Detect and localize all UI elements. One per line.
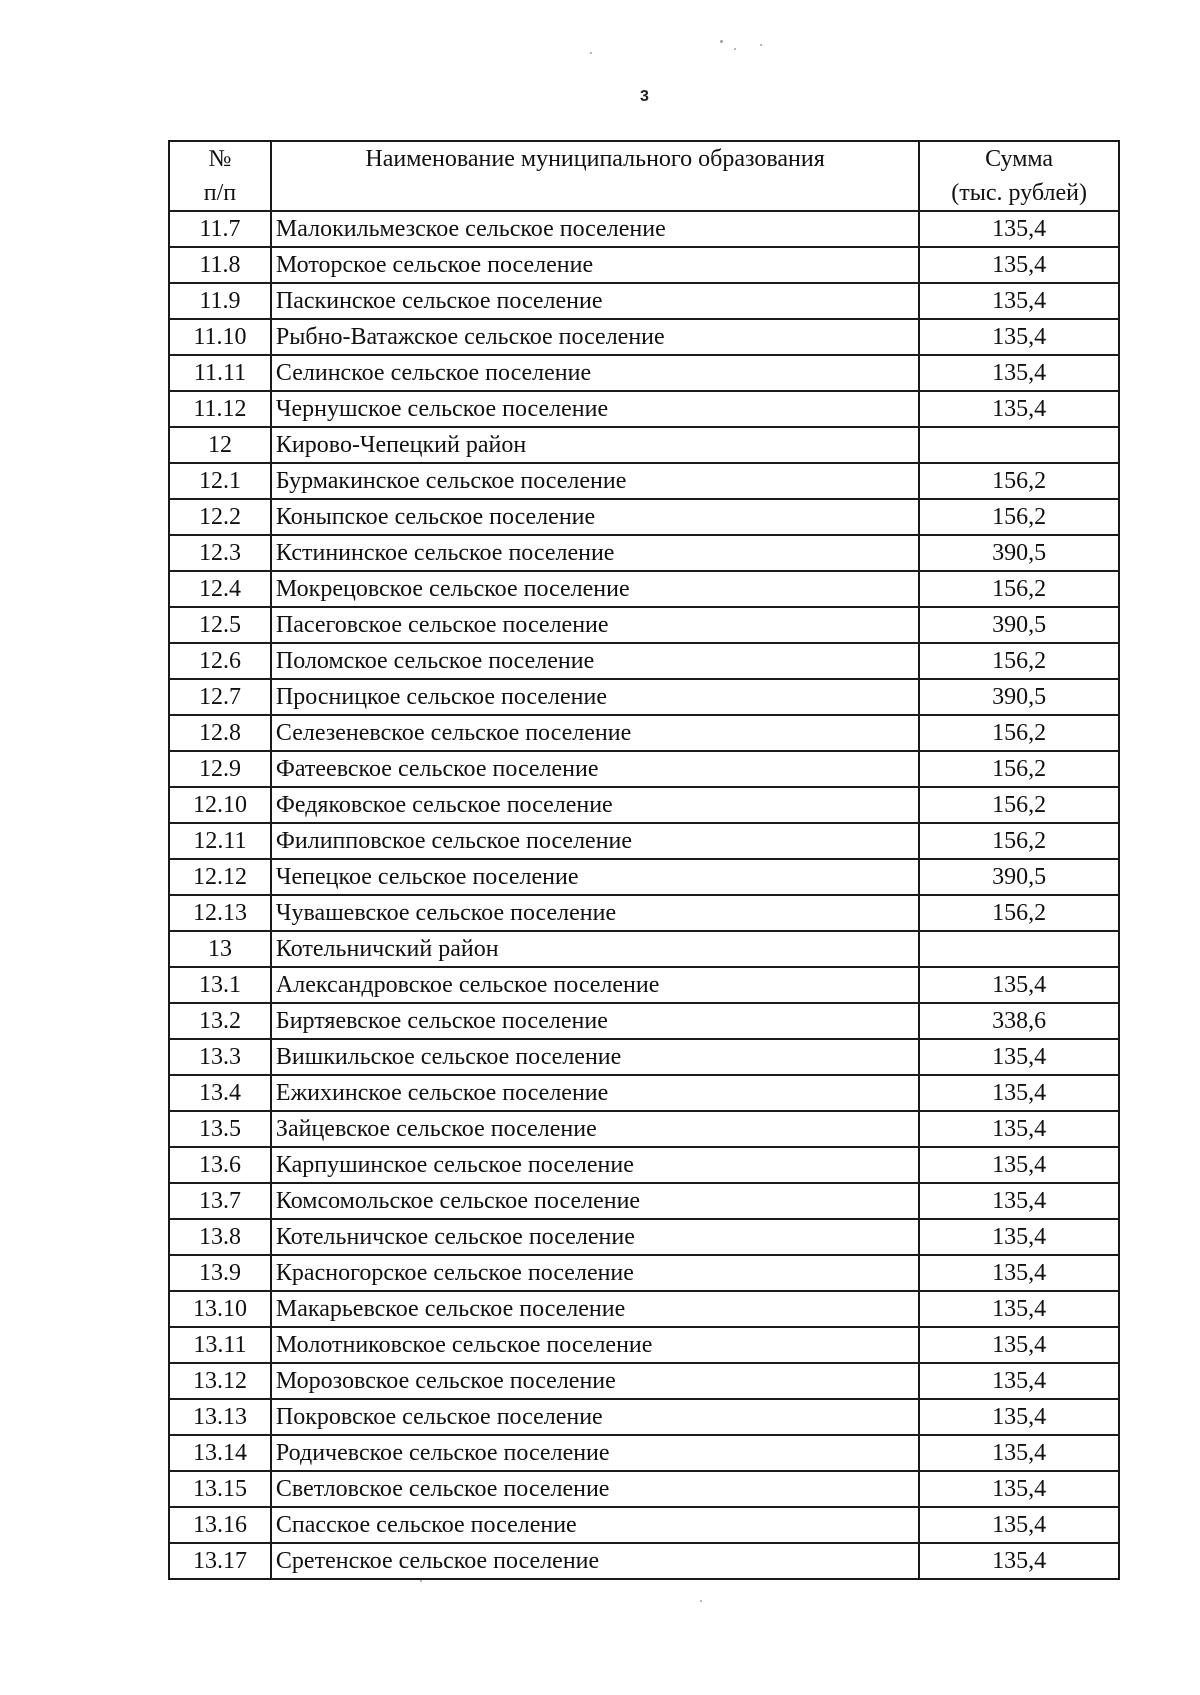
row-number: 12.8 bbox=[169, 715, 271, 751]
table-row bbox=[169, 787, 1119, 823]
header-num-line2: п/п bbox=[203, 180, 237, 206]
table-row bbox=[169, 607, 1119, 643]
row-sum: 156,2 bbox=[919, 499, 1119, 535]
row-number: 13.3 bbox=[169, 1039, 271, 1075]
table-header-row bbox=[169, 141, 1119, 211]
table-body bbox=[169, 211, 1119, 1579]
table-row bbox=[169, 823, 1119, 859]
row-sum: 135,4 bbox=[919, 355, 1119, 391]
scan-speck bbox=[734, 48, 736, 50]
row-name: Зайцевское сельское поселение bbox=[271, 1111, 919, 1147]
row-sum: 390,5 bbox=[919, 535, 1119, 571]
row-number: 12.3 bbox=[169, 535, 271, 571]
table-row bbox=[169, 1255, 1119, 1291]
row-name: Селезеневское сельское поселение bbox=[271, 715, 919, 751]
row-name: Макарьевское сельское поселение bbox=[271, 1291, 919, 1327]
table-row bbox=[169, 1399, 1119, 1435]
row-name: Чепецкое сельское поселение bbox=[271, 859, 919, 895]
row-name: Фатеевское сельское поселение bbox=[271, 751, 919, 787]
table-row bbox=[169, 1363, 1119, 1399]
table-row bbox=[169, 967, 1119, 1003]
row-name: Спасское сельское поселение bbox=[271, 1507, 919, 1543]
row-number: 12.2 bbox=[169, 499, 271, 535]
row-number: 12 bbox=[169, 427, 271, 463]
row-number: 13.7 bbox=[169, 1183, 271, 1219]
table-row bbox=[169, 1507, 1119, 1543]
row-number: 13.16 bbox=[169, 1507, 271, 1543]
row-number: 13.4 bbox=[169, 1075, 271, 1111]
row-number: 13.14 bbox=[169, 1435, 271, 1471]
row-number: 13.10 bbox=[169, 1291, 271, 1327]
row-name: Александровское сельское поселение bbox=[271, 967, 919, 1003]
row-number: 13.12 bbox=[169, 1363, 271, 1399]
row-sum: 135,4 bbox=[919, 1435, 1119, 1471]
row-name: Федяковское сельское поселение bbox=[271, 787, 919, 823]
municipal-sum-table bbox=[168, 140, 1120, 1580]
table-row bbox=[169, 1075, 1119, 1111]
row-sum: 338,6 bbox=[919, 1003, 1119, 1039]
row-name: Комсомольское сельское поселение bbox=[271, 1183, 919, 1219]
row-sum: 156,2 bbox=[919, 571, 1119, 607]
row-sum: 135,4 bbox=[919, 967, 1119, 1003]
row-number: 12.12 bbox=[169, 859, 271, 895]
table-row bbox=[169, 1147, 1119, 1183]
table-row bbox=[169, 1039, 1119, 1075]
row-sum: 135,4 bbox=[919, 1327, 1119, 1363]
row-number: 11.8 bbox=[169, 247, 271, 283]
row-sum: 135,4 bbox=[919, 319, 1119, 355]
row-number: 11.9 bbox=[169, 283, 271, 319]
row-sum: 390,5 bbox=[919, 859, 1119, 895]
row-sum: 135,4 bbox=[919, 247, 1119, 283]
table-row bbox=[169, 643, 1119, 679]
row-name: Карпушинское сельское поселение bbox=[271, 1147, 919, 1183]
row-number: 13.15 bbox=[169, 1471, 271, 1507]
row-number: 13.6 bbox=[169, 1147, 271, 1183]
row-number: 12.4 bbox=[169, 571, 271, 607]
row-number: 11.10 bbox=[169, 319, 271, 355]
row-number: 13 bbox=[169, 931, 271, 967]
table-row bbox=[169, 499, 1119, 535]
row-sum: 135,4 bbox=[919, 1399, 1119, 1435]
table-row bbox=[169, 211, 1119, 247]
row-sum: 135,4 bbox=[919, 1471, 1119, 1507]
row-name: Рыбно-Ватажское сельское поселение bbox=[271, 319, 919, 355]
table-row bbox=[169, 1543, 1119, 1579]
row-sum: 390,5 bbox=[919, 679, 1119, 715]
row-sum bbox=[919, 427, 1119, 463]
row-name: Просницкое сельское поселение bbox=[271, 679, 919, 715]
row-name: Бурмакинское сельское поселение bbox=[271, 463, 919, 499]
scan-speck bbox=[420, 1580, 422, 1582]
table-row bbox=[169, 1435, 1119, 1471]
header-sum-line1: Сумма bbox=[985, 146, 1054, 172]
row-name: Чувашевское сельское поселение bbox=[271, 895, 919, 931]
table-row bbox=[169, 427, 1119, 463]
table-row bbox=[169, 391, 1119, 427]
row-name: Биртяевское сельское поселение bbox=[271, 1003, 919, 1039]
row-name: Кстининское сельское поселение bbox=[271, 535, 919, 571]
row-number: 11.7 bbox=[169, 211, 271, 247]
row-number: 12.7 bbox=[169, 679, 271, 715]
row-sum: 135,4 bbox=[919, 211, 1119, 247]
table-row bbox=[169, 1327, 1119, 1363]
row-number: 13.9 bbox=[169, 1255, 271, 1291]
row-number: 13.8 bbox=[169, 1219, 271, 1255]
row-sum: 156,2 bbox=[919, 787, 1119, 823]
scan-speck bbox=[720, 40, 723, 43]
header-name bbox=[271, 141, 919, 211]
row-name: Кирово-Чепецкий район bbox=[271, 427, 919, 463]
table-row bbox=[169, 463, 1119, 499]
scan-speck bbox=[700, 1600, 702, 1602]
table-row bbox=[169, 319, 1119, 355]
row-name: Вишкильское сельское поселение bbox=[271, 1039, 919, 1075]
table-row bbox=[169, 355, 1119, 391]
row-number: 13.5 bbox=[169, 1111, 271, 1147]
table-row bbox=[169, 931, 1119, 967]
table-row bbox=[169, 751, 1119, 787]
row-sum: 156,2 bbox=[919, 895, 1119, 931]
table-row bbox=[169, 859, 1119, 895]
row-name: Пасеговское сельское поселение bbox=[271, 607, 919, 643]
row-name: Чернушское сельское поселение bbox=[271, 391, 919, 427]
row-sum bbox=[919, 931, 1119, 967]
row-number: 12.5 bbox=[169, 607, 271, 643]
row-sum: 135,4 bbox=[919, 1255, 1119, 1291]
row-name: Светловское сельское поселение bbox=[271, 1471, 919, 1507]
row-sum: 135,4 bbox=[919, 1111, 1119, 1147]
row-name: Родичевское сельское поселение bbox=[271, 1435, 919, 1471]
row-name: Паскинское сельское поселение bbox=[271, 283, 919, 319]
row-name: Сретенское сельское поселение bbox=[271, 1543, 919, 1579]
row-name: Котельничский район bbox=[271, 931, 919, 967]
header-num-line1: № bbox=[208, 146, 232, 172]
row-name: Морозовское сельское поселение bbox=[271, 1363, 919, 1399]
row-number: 13.17 bbox=[169, 1543, 271, 1579]
table-row bbox=[169, 1471, 1119, 1507]
table-row bbox=[169, 1183, 1119, 1219]
table-row bbox=[169, 571, 1119, 607]
row-name: Ежихинское сельское поселение bbox=[271, 1075, 919, 1111]
row-number: 13.1 bbox=[169, 967, 271, 1003]
row-sum: 135,4 bbox=[919, 1543, 1119, 1579]
row-name: Красногорское сельское поселение bbox=[271, 1255, 919, 1291]
row-sum: 135,4 bbox=[919, 391, 1119, 427]
table-row bbox=[169, 679, 1119, 715]
table-row bbox=[169, 1219, 1119, 1255]
row-name: Покровское сельское поселение bbox=[271, 1399, 919, 1435]
row-number: 13.13 bbox=[169, 1399, 271, 1435]
scan-speck bbox=[760, 44, 762, 46]
row-number: 12.1 bbox=[169, 463, 271, 499]
row-number: 11.11 bbox=[169, 355, 271, 391]
table-row bbox=[169, 283, 1119, 319]
table-row bbox=[169, 1291, 1119, 1327]
row-name: Коныпское сельское поселение bbox=[271, 499, 919, 535]
table-row bbox=[169, 715, 1119, 751]
row-sum: 135,4 bbox=[919, 1363, 1119, 1399]
header-num bbox=[169, 141, 271, 211]
table-row bbox=[169, 1111, 1119, 1147]
row-sum: 135,4 bbox=[919, 1147, 1119, 1183]
row-number: 13.2 bbox=[169, 1003, 271, 1039]
row-sum: 156,2 bbox=[919, 715, 1119, 751]
scan-speck bbox=[590, 52, 592, 54]
row-number: 11.12 bbox=[169, 391, 271, 427]
table-row bbox=[169, 535, 1119, 571]
row-name: Селинское сельское поселение bbox=[271, 355, 919, 391]
row-number: 12.9 bbox=[169, 751, 271, 787]
header-name-text: Наименование муниципального образования bbox=[365, 146, 825, 172]
table-row bbox=[169, 1003, 1119, 1039]
table-row bbox=[169, 895, 1119, 931]
row-number: 13.11 bbox=[169, 1327, 271, 1363]
row-sum: 135,4 bbox=[919, 1075, 1119, 1111]
row-number: 12.11 bbox=[169, 823, 271, 859]
row-name: Моторское сельское поселение bbox=[271, 247, 919, 283]
row-sum: 135,4 bbox=[919, 1039, 1119, 1075]
row-name: Поломское сельское поселение bbox=[271, 643, 919, 679]
row-sum: 135,4 bbox=[919, 1291, 1119, 1327]
row-number: 12.10 bbox=[169, 787, 271, 823]
row-name: Мокрецовское сельское поселение bbox=[271, 571, 919, 607]
row-number: 12.6 bbox=[169, 643, 271, 679]
row-sum: 135,4 bbox=[919, 1219, 1119, 1255]
row-sum: 135,4 bbox=[919, 283, 1119, 319]
row-sum: 156,2 bbox=[919, 463, 1119, 499]
row-number: 12.13 bbox=[169, 895, 271, 931]
page-number: 3 bbox=[640, 88, 649, 105]
row-sum: 135,4 bbox=[919, 1183, 1119, 1219]
row-name: Малокильмезское сельское поселение bbox=[271, 211, 919, 247]
header-sum bbox=[919, 141, 1119, 211]
row-sum: 156,2 bbox=[919, 823, 1119, 859]
row-name: Котельничское сельское поселение bbox=[271, 1219, 919, 1255]
row-sum: 135,4 bbox=[919, 1507, 1119, 1543]
row-sum: 156,2 bbox=[919, 643, 1119, 679]
row-name: Филипповское сельское поселение bbox=[271, 823, 919, 859]
row-sum: 156,2 bbox=[919, 751, 1119, 787]
header-sum-line2: (тыс. рублей) bbox=[951, 180, 1087, 206]
row-sum: 390,5 bbox=[919, 607, 1119, 643]
table-row bbox=[169, 247, 1119, 283]
row-name: Молотниковское сельское поселение bbox=[271, 1327, 919, 1363]
